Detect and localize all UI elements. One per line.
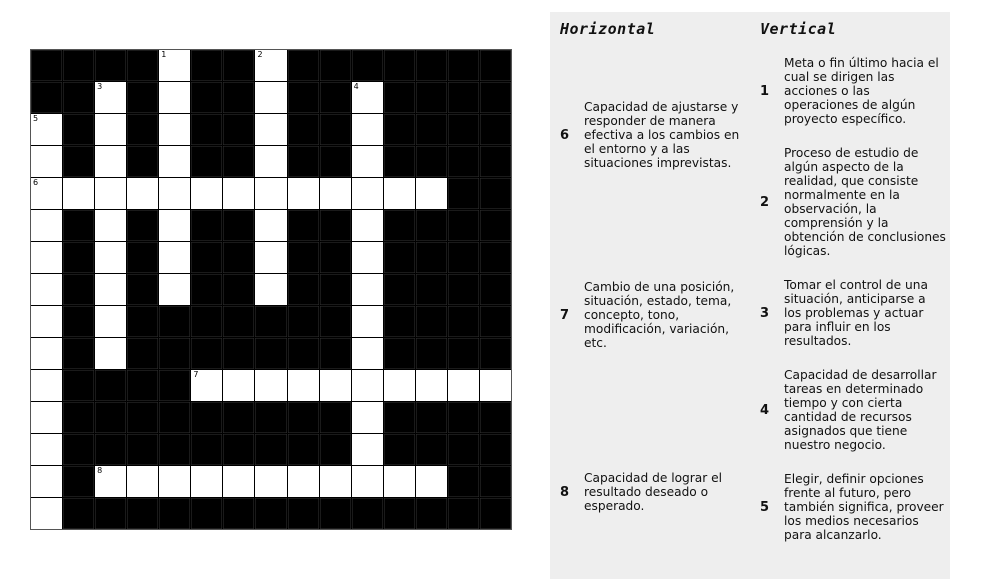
grid-cell-black [384, 402, 415, 433]
grid-cell-white[interactable] [352, 114, 383, 145]
grid-cell-white[interactable] [320, 370, 351, 401]
grid-cell-black [416, 50, 447, 81]
grid-cell-black [223, 242, 254, 273]
grid-cell-black [320, 402, 351, 433]
clue-number: 5 [760, 499, 770, 515]
grid-cell-black [384, 210, 415, 241]
grid-cell-white[interactable] [127, 466, 158, 497]
grid-cell-black [191, 82, 222, 113]
grid-cell-black [223, 498, 254, 529]
grid-cell-black [320, 274, 351, 305]
grid-cell-black [95, 498, 126, 529]
grid-cell-black [127, 146, 158, 177]
grid-cell-white[interactable] [159, 114, 190, 145]
grid-cell-black [255, 498, 286, 529]
grid-cell-black [191, 306, 222, 337]
grid-cell-black [159, 402, 190, 433]
grid-cell-black [255, 434, 286, 465]
grid-cell-black [416, 82, 447, 113]
grid-cell-black [480, 210, 511, 241]
grid-cell-black [127, 434, 158, 465]
grid-cell-white[interactable] [159, 82, 190, 113]
grid-cell-black [127, 242, 158, 273]
grid-cell-black [352, 50, 383, 81]
grid-cell-white[interactable] [127, 178, 158, 209]
grid-cell-black [384, 498, 415, 529]
grid-cell-black [288, 50, 319, 81]
grid-cell-black [320, 82, 351, 113]
grid-cell-black [288, 498, 319, 529]
grid-cell-black [191, 50, 222, 81]
grid-cell-white[interactable] [159, 210, 190, 241]
grid-cell-black [31, 82, 62, 113]
grid-cell-black [320, 434, 351, 465]
grid-cell-white[interactable] [191, 466, 222, 497]
clue-horizontal-8[interactable] [560, 471, 745, 513]
grid-cell-black [384, 242, 415, 273]
grid-cell-black [127, 498, 158, 529]
grid-cell-black [384, 434, 415, 465]
grid-cell-white[interactable] [191, 178, 222, 209]
grid-cell-white[interactable] [352, 434, 383, 465]
clue-vertical-2[interactable] [760, 146, 946, 258]
grid-cell-black [320, 114, 351, 145]
grid-cell-black [63, 466, 94, 497]
grid-cell-black [223, 338, 254, 369]
grid-cell-black [416, 306, 447, 337]
cell-number: 5 [33, 114, 39, 123]
grid-cell-white[interactable] [255, 82, 286, 113]
grid-cell-black [480, 146, 511, 177]
grid-cell-black [223, 146, 254, 177]
grid-cell-black [223, 306, 254, 337]
grid-cell-white[interactable] [223, 466, 254, 497]
clue-vertical-1[interactable] [760, 56, 946, 126]
grid-cell-black [288, 274, 319, 305]
grid-cell-black [320, 146, 351, 177]
grid-cell-white[interactable] [384, 466, 415, 497]
grid-cell-black [223, 50, 254, 81]
grid-cell-black [159, 370, 190, 401]
grid-cell-white[interactable] [320, 178, 351, 209]
grid-cell-black [159, 434, 190, 465]
clue-horizontal-6[interactable] [560, 100, 745, 170]
cell-number: 3 [97, 82, 103, 91]
cell-number: 2 [257, 50, 263, 59]
clue-number: 2 [760, 194, 770, 210]
grid-cell-white[interactable] [320, 466, 351, 497]
grid-cell-black [480, 498, 511, 529]
grid-cell-white[interactable] [159, 274, 190, 305]
cell-number: 8 [97, 466, 103, 475]
grid-cell-white[interactable] [255, 114, 286, 145]
grid-cell-black [63, 114, 94, 145]
grid-cell-black [63, 306, 94, 337]
grid-cell-black [384, 146, 415, 177]
grid-cell-black [480, 50, 511, 81]
grid-cell-black [127, 114, 158, 145]
clue-text: Capacidad de lograr el resultado deseado o esperado. [584, 471, 723, 513]
grid-cell-black [480, 178, 511, 209]
grid-cell-white[interactable] [352, 402, 383, 433]
grid-cell-black [288, 338, 319, 369]
grid-cell-white[interactable] [255, 146, 286, 177]
grid-cell-black [95, 434, 126, 465]
clue-vertical-3[interactable] [760, 278, 946, 348]
cell-number: 1 [161, 50, 167, 59]
grid-cell-black [480, 434, 511, 465]
grid-cell-white[interactable] [31, 146, 62, 177]
grid-cell-black [63, 82, 94, 113]
grid-cell-black [416, 242, 447, 273]
grid-cell-black [320, 210, 351, 241]
grid-cell-black [63, 210, 94, 241]
grid-cell-black [384, 306, 415, 337]
clue-text: Meta o fin último hacia el cual se dirigen las acciones o las operaciones de algún proyecto específico. [784, 56, 939, 126]
cell-number: 4 [353, 82, 359, 91]
grid-cell-white[interactable] [223, 370, 254, 401]
vertical-heading: Vertical [760, 20, 837, 38]
grid-cell-white[interactable] [31, 306, 62, 337]
grid-cell-white[interactable] [31, 402, 62, 433]
grid-cell-white[interactable] [31, 498, 62, 529]
grid-cell-black [320, 498, 351, 529]
clue-number: 1 [760, 83, 770, 99]
grid-cell-black [191, 210, 222, 241]
grid-cell-black [448, 50, 479, 81]
grid-cell-white[interactable] [95, 306, 126, 337]
grid-cell-white[interactable] [352, 146, 383, 177]
grid-cell-white[interactable] [159, 178, 190, 209]
grid-cell-white[interactable] [352, 306, 383, 337]
grid-cell-black [448, 402, 479, 433]
grid-cell-white[interactable] [255, 210, 286, 241]
grid-cell-black [288, 210, 319, 241]
grid-cell-black [191, 402, 222, 433]
grid-cell-white[interactable] [352, 242, 383, 273]
grid-cell-white[interactable] [31, 274, 62, 305]
grid-cell-white[interactable] [63, 178, 94, 209]
grid-cell-black [416, 114, 447, 145]
grid-cell-white[interactable] [159, 242, 190, 273]
grid-cell-black [480, 402, 511, 433]
grid-cell-black [480, 466, 511, 497]
grid-cell-white[interactable] [159, 146, 190, 177]
grid-cell-black [191, 498, 222, 529]
grid-cell-black [384, 82, 415, 113]
grid-cell-black [63, 242, 94, 273]
grid-cell-black [416, 402, 447, 433]
grid-cell-black [127, 402, 158, 433]
grid-cell-black [448, 114, 479, 145]
grid-cell-black [288, 402, 319, 433]
grid-cell-white[interactable] [288, 466, 319, 497]
clue-text: Tomar el control de una situación, anticiparse a los problemas y actuar para influir en los resultados. [784, 278, 928, 348]
grid-cell-white[interactable] [95, 338, 126, 369]
grid-cell-black [288, 242, 319, 273]
grid-cell-white[interactable] [31, 338, 62, 369]
grid-cell-black [159, 306, 190, 337]
grid-cell-black [288, 82, 319, 113]
grid-cell-white[interactable] [95, 466, 126, 497]
grid-cell-black [480, 242, 511, 273]
grid-cell-white[interactable] [31, 434, 62, 465]
grid-cell-white[interactable] [352, 466, 383, 497]
grid-cell-black [384, 274, 415, 305]
grid-cell-white[interactable] [416, 466, 447, 497]
grid-cell-black [416, 498, 447, 529]
grid-cell-white[interactable] [352, 82, 383, 113]
grid-cell-black [223, 82, 254, 113]
grid-cell-black [191, 274, 222, 305]
clue-text: Elegir, definir opciones frente al futuro, pero también significa, proveer los medios necesarios para alcanzarlo. [784, 472, 944, 542]
grid-cell-black [384, 338, 415, 369]
grid-cell-white[interactable] [159, 466, 190, 497]
grid-cell-white[interactable] [31, 210, 62, 241]
grid-cell-black [480, 306, 511, 337]
grid-cell-white[interactable] [31, 178, 62, 209]
grid-cell-white[interactable] [384, 370, 415, 401]
grid-cell-black [288, 114, 319, 145]
grid-cell-black [384, 114, 415, 145]
grid-cell-black [448, 210, 479, 241]
grid-cell-white[interactable] [416, 370, 447, 401]
grid-cell-black [480, 338, 511, 369]
grid-cell-white[interactable] [95, 274, 126, 305]
grid-cell-white[interactable] [255, 242, 286, 273]
grid-cell-white[interactable] [384, 178, 415, 209]
grid-cell-black [63, 370, 94, 401]
grid-cell-black [480, 114, 511, 145]
grid-cell-black [448, 82, 479, 113]
grid-cell-white[interactable] [191, 370, 222, 401]
grid-cell-black [127, 50, 158, 81]
grid-cell-black [95, 50, 126, 81]
grid-cell-black [159, 498, 190, 529]
cell-number: 7 [193, 370, 199, 379]
grid-cell-black [127, 274, 158, 305]
grid-cell-black [223, 434, 254, 465]
clue-number: 6 [560, 127, 570, 143]
grid-cell-black [255, 306, 286, 337]
grid-cell-white[interactable] [223, 178, 254, 209]
grid-cell-black [255, 338, 286, 369]
grid-cell-white[interactable] [95, 178, 126, 209]
clue-text: Proceso de estudio de algún aspecto de la realidad, que consiste normalmente en la observación, la comprensión y la obtención de conclusiones lógicas. [784, 146, 946, 258]
grid-cell-black [95, 402, 126, 433]
grid-cell-white[interactable] [95, 114, 126, 145]
clue-vertical-4[interactable] [760, 368, 946, 452]
grid-cell-black [288, 306, 319, 337]
clue-number: 4 [760, 402, 770, 418]
grid-cell-black [448, 498, 479, 529]
grid-cell-white[interactable] [352, 370, 383, 401]
grid-cell-black [63, 338, 94, 369]
clue-horizontal-7[interactable] [560, 280, 745, 350]
grid-cell-white[interactable] [288, 370, 319, 401]
clue-number: 3 [760, 305, 770, 321]
grid-cell-white[interactable] [95, 146, 126, 177]
grid-cell-black [384, 50, 415, 81]
grid-cell-black [191, 434, 222, 465]
grid-cell-black [127, 82, 158, 113]
grid-cell-black [288, 146, 319, 177]
grid-cell-black [95, 370, 126, 401]
grid-cell-black [255, 402, 286, 433]
grid-cell-white[interactable] [416, 178, 447, 209]
grid-cell-white[interactable] [95, 210, 126, 241]
grid-cell-black [127, 338, 158, 369]
grid-cell-black [223, 114, 254, 145]
grid-cell-black [223, 274, 254, 305]
grid-cell-white[interactable] [255, 178, 286, 209]
grid-cell-black [416, 274, 447, 305]
grid-cell-black [416, 434, 447, 465]
grid-cell-white[interactable] [352, 210, 383, 241]
grid-cell-black [63, 274, 94, 305]
grid-cell-white[interactable] [31, 466, 62, 497]
clue-number: 8 [560, 484, 570, 500]
horizontal-heading: Horizontal [560, 20, 656, 38]
grid-cell-black [320, 50, 351, 81]
clue-vertical-5[interactable] [760, 472, 946, 542]
grid-cell-black [63, 498, 94, 529]
grid-cell-black [63, 434, 94, 465]
grid-cell-black [480, 82, 511, 113]
grid-cell-black [320, 306, 351, 337]
crossword-grid [30, 49, 512, 530]
grid-cell-white[interactable] [352, 338, 383, 369]
grid-cell-white[interactable] [480, 370, 511, 401]
grid-cell-black [63, 402, 94, 433]
grid-cell-black [127, 210, 158, 241]
grid-cell-black [448, 338, 479, 369]
grid-cell-black [63, 146, 94, 177]
grid-cell-black [320, 242, 351, 273]
clue-text: Capacidad de ajustarse y responder de manera efectiva a los cambios en el entorno y a las situaciones imprevistas. [584, 100, 740, 170]
grid-cell-black [223, 210, 254, 241]
grid-cell-white[interactable] [255, 274, 286, 305]
grid-cell-black [448, 466, 479, 497]
grid-cell-black [191, 242, 222, 273]
grid-cell-white[interactable] [448, 370, 479, 401]
clues-panel [550, 12, 950, 579]
grid-cell-black [127, 306, 158, 337]
grid-cell-white[interactable] [31, 114, 62, 145]
grid-cell-white[interactable] [288, 178, 319, 209]
grid-cell-black [480, 274, 511, 305]
grid-cell-black [448, 306, 479, 337]
grid-cell-white[interactable] [255, 50, 286, 81]
grid-cell-black [191, 338, 222, 369]
grid-cell-white[interactable] [95, 242, 126, 273]
grid-cell-black [448, 274, 479, 305]
grid-cell-black [191, 114, 222, 145]
grid-cell-white[interactable] [159, 50, 190, 81]
grid-cell-white[interactable] [255, 466, 286, 497]
grid-cell-black [416, 338, 447, 369]
grid-cell-black [223, 402, 254, 433]
grid-cell-black [127, 370, 158, 401]
grid-cell-black [416, 146, 447, 177]
grid-cell-white[interactable] [352, 178, 383, 209]
clue-text: Cambio de una posición, situación, estado, tema, concepto, tono, modificación, variación, etc. [584, 280, 735, 350]
grid-cell-white[interactable] [31, 370, 62, 401]
grid-cell-black [191, 146, 222, 177]
grid-cell-black [448, 146, 479, 177]
grid-cell-black [320, 338, 351, 369]
grid-cell-black [352, 498, 383, 529]
grid-cell-white[interactable] [255, 370, 286, 401]
cell-number: 6 [33, 178, 39, 187]
grid-cell-black [416, 210, 447, 241]
grid-cell-white[interactable] [31, 242, 62, 273]
grid-cell-black [31, 50, 62, 81]
clue-number: 7 [560, 307, 570, 323]
grid-cell-black [448, 434, 479, 465]
grid-cell-black [63, 50, 94, 81]
grid-cell-black [448, 178, 479, 209]
clue-text: Capacidad de desarrollar tareas en determinado tiempo y con cierta cantidad de recursos asignados que tiene nuestro negocio. [784, 368, 937, 452]
grid-cell-black [159, 338, 190, 369]
grid-cell-white[interactable] [352, 274, 383, 305]
grid-cell-white[interactable] [95, 82, 126, 113]
grid-cell-black [448, 242, 479, 273]
grid-cell-black [288, 434, 319, 465]
